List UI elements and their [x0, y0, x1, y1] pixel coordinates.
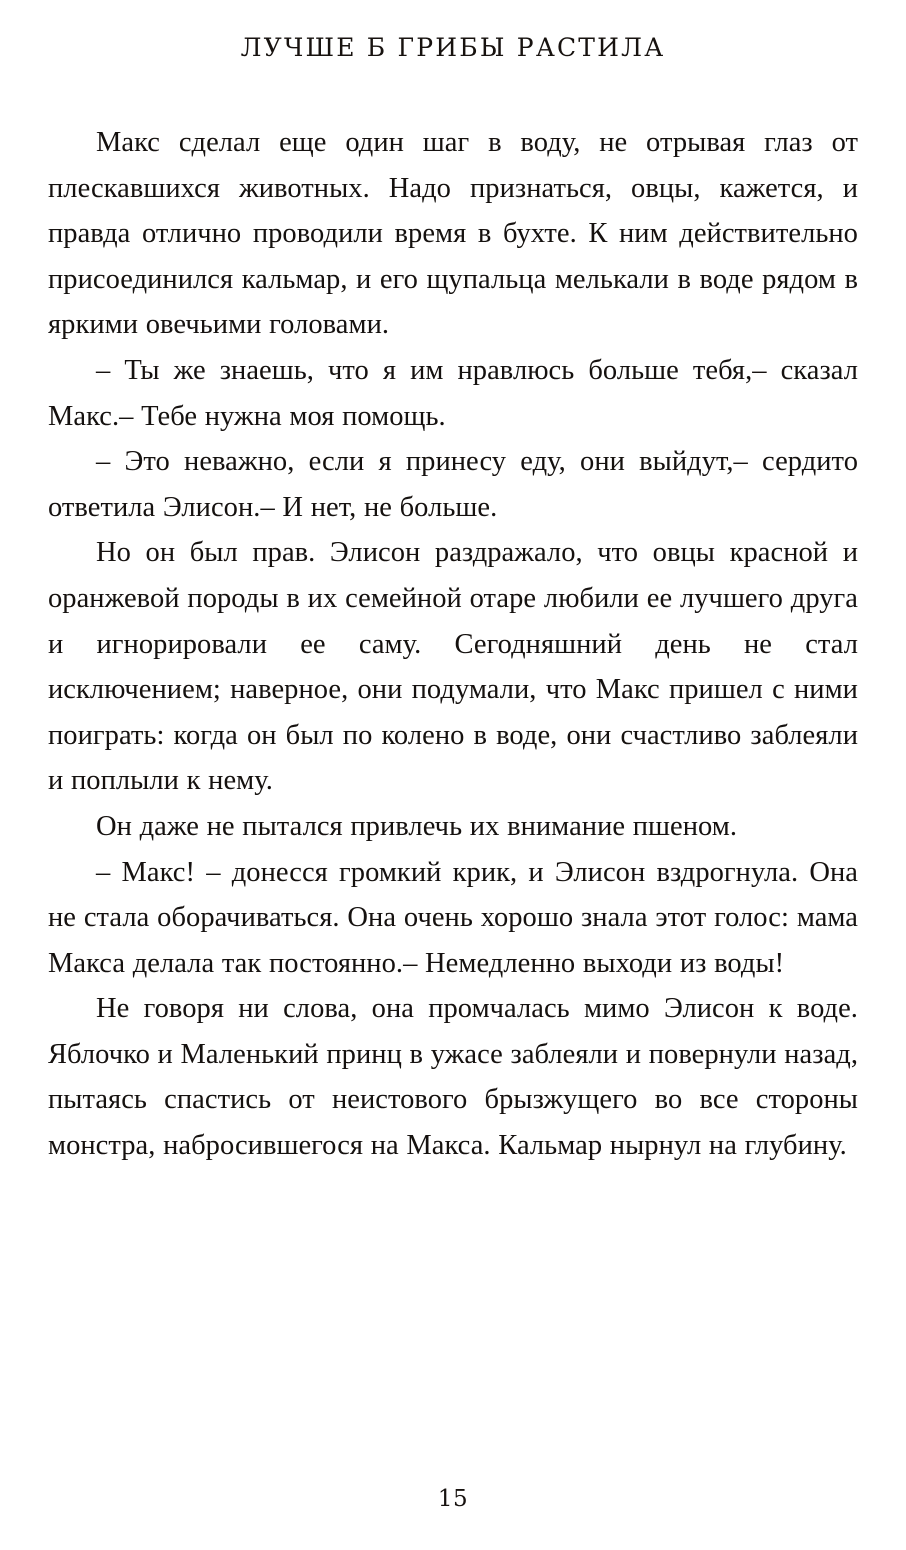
paragraph: – Макс! – донесся громкий крик, и Элисон вздрогнула. Она не стала оборачиваться. Она очень хорошо знала этот голос: мама Макса делала так постоянно.– Немедленно выходи из воды! — [48, 856, 858, 979]
paragraph: Макс сделал еще один шаг в воду, не отрывая глаз от плескавшихся животных. Надо признаться, овцы, кажется, и правда отлично проводили время в бухте. К ним действительно присоединился кальмар, и его щупальца мелькали в воде рядом в яркими овечьими головами. — [48, 127, 858, 341]
paragraph: Не говоря ни слова, она промчалась мимо Элисон к воде. Яблочко и Маленький принц в ужасе заблеяли и повернули назад, пытаясь спастись от неистового брызжущего во все стороны монстра, набросившегося на Макса. Кальмар нырнул на глубину. — [48, 993, 858, 1162]
paragraph: – Ты же знаешь, что я им нравлюсь больше тебя,– сказал Макс.– Тебе нужна моя помощь. — [48, 354, 858, 432]
running-head: ЛУЧШЕ Б ГРИБЫ РАСТИЛА — [240, 33, 666, 62]
paragraph: – Это неважно, если я принесу еду, они выйдут,– сердито ответила Элисон.– И нет, не больше. — [48, 446, 858, 523]
body-text — [0, 62, 906, 1169]
paragraph: Но он был прав. Элисон раздражало, что овцы красной и оранжевой породы в их семейной отаре любили ее лучшего друга и игнорировали ее саму. Сегодняшний день не стал исключением; наверное, они подумали, что Макс пришел с ними поиграть: когда он был по колено в воде, они счастливо заблеяли и поплыли к нему. — [48, 537, 858, 797]
page-number: 15 — [437, 1486, 469, 1512]
paragraph: Он даже не пытался привлечь их внимание пшеном. — [96, 810, 738, 842]
